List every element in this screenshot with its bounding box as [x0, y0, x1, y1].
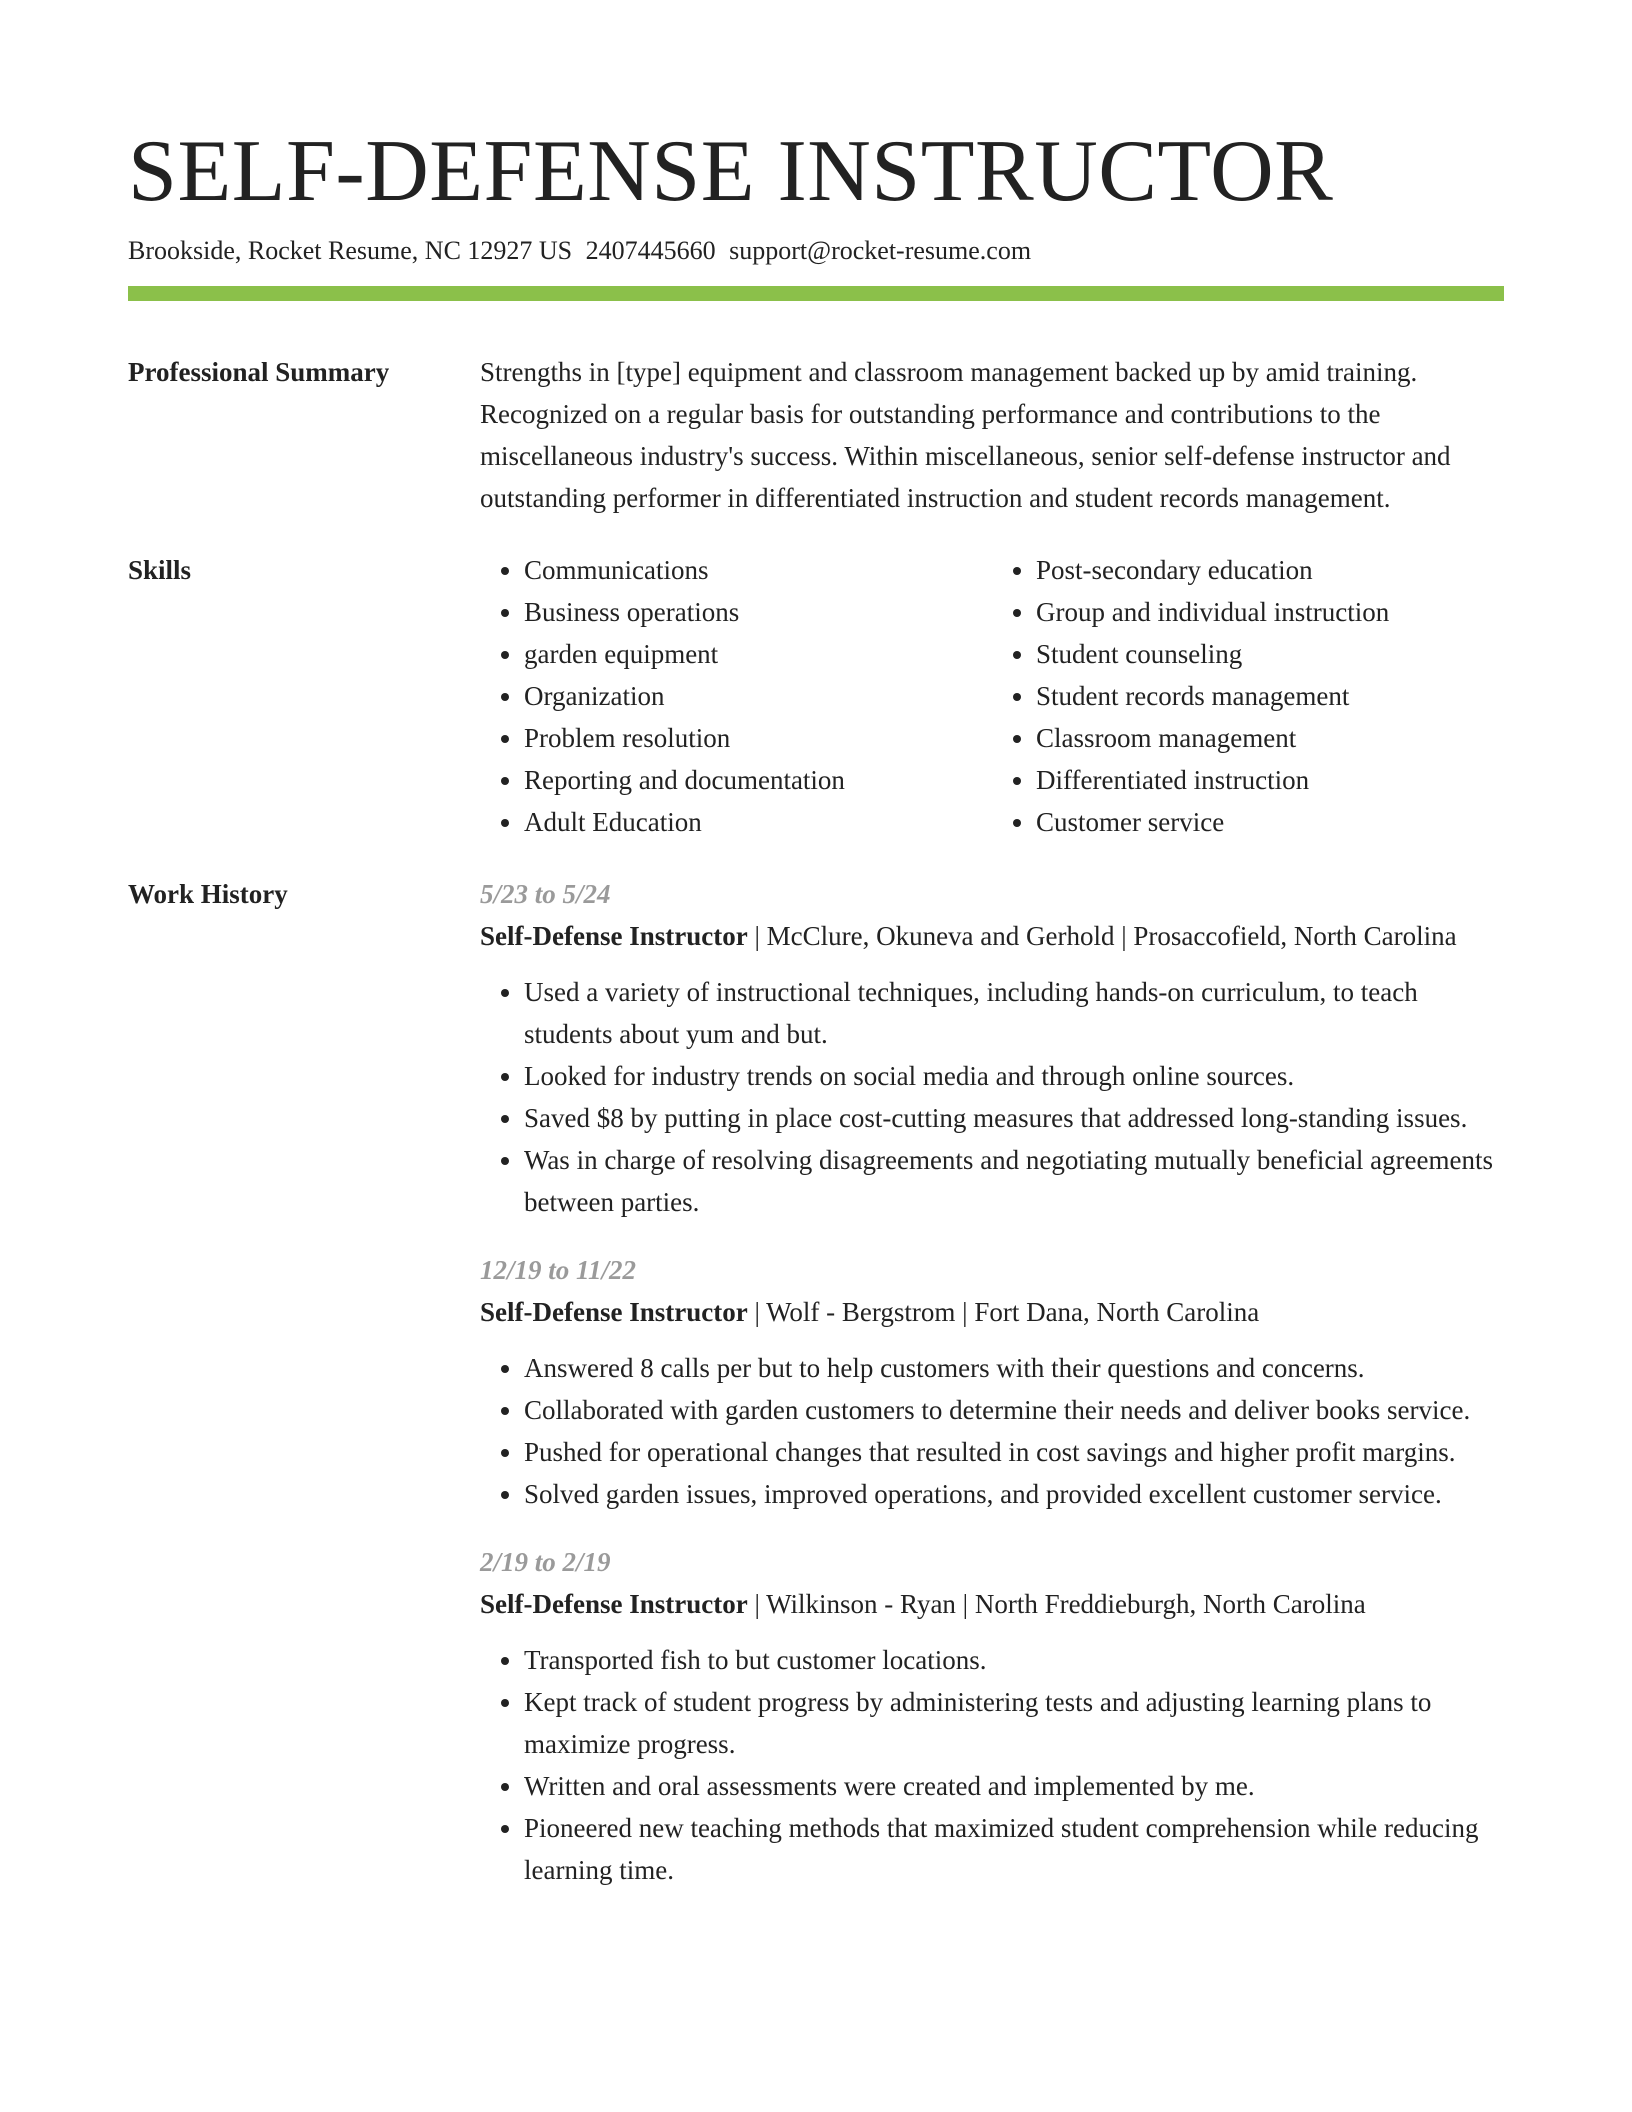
skill-item: • Post-secondary education — [1036, 549, 1504, 591]
job-details: | Wilkinson - Ryan | North Freddieburgh, North Carolina — [747, 1589, 1366, 1619]
job-heading — [480, 1291, 1504, 1333]
skill-item: • Organization — [524, 675, 992, 717]
resume-name: SELF-DEFENSE INSTRUCTOR — [128, 123, 1334, 220]
job-title: Self-Defense Instructor — [480, 921, 748, 951]
skill-item: • Reporting and documentation — [524, 759, 992, 801]
job-bullet: • Collaborated with garden customers to determine their needs and deliver books service. — [524, 1389, 1504, 1431]
skill-item: • Student counseling — [1036, 633, 1504, 675]
job-title: Self-Defense Instructor — [480, 1297, 748, 1327]
summary-heading: Professional Summary — [128, 357, 390, 387]
job-bullet: • Used a variety of instructional techniques, including hands-on curriculum, to teach students about yum and but. — [524, 971, 1504, 1055]
skill-item: • Problem resolution — [524, 717, 992, 759]
job-title: Self-Defense Instructor — [480, 1589, 748, 1619]
contact-email: support@rocket-resume.com — [729, 236, 1032, 265]
job-bullet: • Written and oral assessments were created and implemented by me. — [524, 1765, 1504, 1807]
summary-section — [128, 351, 1504, 519]
accent-divider — [128, 286, 1504, 301]
job-heading — [480, 1583, 1504, 1625]
job-bullet: • Solved garden issues, improved operations, and provided excellent customer service. — [524, 1473, 1504, 1515]
job-dates: 12/19 to 11/22 — [480, 1255, 637, 1285]
work-history-heading: Work History — [128, 879, 288, 909]
skill-item: • Communications — [524, 549, 992, 591]
contact-line — [128, 234, 1504, 268]
job-dates: 5/23 to 5/24 — [480, 879, 611, 909]
resume-page — [128, 122, 1504, 1917]
job-dates: 2/19 to 2/19 — [480, 1547, 611, 1577]
job-bullets — [480, 1347, 1504, 1515]
job-bullet: • Looked for industry trends on social media and through online sources. — [524, 1055, 1504, 1097]
skill-item: • Customer service — [1036, 801, 1504, 843]
job-bullets — [480, 1639, 1504, 1891]
job-details: | Wolf - Bergstrom | Fort Dana, North Carolina — [747, 1297, 1260, 1327]
skill-item: • Differentiated instruction — [1036, 759, 1504, 801]
skill-item: • Student records management — [1036, 675, 1504, 717]
job-bullets — [480, 971, 1504, 1223]
work-history-section — [128, 873, 1504, 1917]
contact-phone: 2407445660 — [585, 236, 716, 265]
job-bullet: • Answered 8 calls per but to help customers with their questions and concerns. — [524, 1347, 1504, 1389]
job-entry — [480, 873, 1504, 1223]
job-entry — [480, 1541, 1504, 1891]
job-bullet: • Pioneered new teaching methods that maximized student comprehension while reducing learning time. — [524, 1807, 1504, 1891]
skills-heading: Skills — [128, 555, 192, 585]
summary-text: Strengths in [type] equipment and classroom management backed up by amid training. Recognized on a regular basis for outstanding performance and contributions to the miscellaneous industry's success. Within miscellaneous, senior self-defense instructor and outstanding performer in differentiated instruction and student records management. — [480, 357, 1451, 513]
work-history-entries — [480, 873, 1504, 1917]
skills-list-right — [992, 549, 1504, 843]
job-details: | McClure, Okuneva and Gerhold | Prosaccofield, North Carolina — [747, 921, 1457, 951]
job-bullet: • Pushed for operational changes that resulted in cost savings and higher profit margins. — [524, 1431, 1504, 1473]
job-entry — [480, 1249, 1504, 1515]
job-bullet: • Kept track of student progress by administering tests and adjusting learning plans to maximize progress. — [524, 1681, 1504, 1765]
skills-section — [128, 549, 1504, 843]
job-bullet: • Transported fish to but customer locations. — [524, 1639, 1504, 1681]
job-bullet: • Was in charge of resolving disagreements and negotiating mutually beneficial agreements between parties. — [524, 1139, 1504, 1223]
skills-list-left — [480, 549, 992, 843]
skill-item: • Group and individual instruction — [1036, 591, 1504, 633]
skills-columns — [480, 549, 1504, 843]
skill-item: • Adult Education — [524, 801, 992, 843]
contact-address: Brookside, Rocket Resume, NC 12927 US — [128, 236, 573, 265]
job-bullet: • Saved $8 by putting in place cost-cutting measures that addressed long-standing issues. — [524, 1097, 1504, 1139]
skill-item: • Classroom management — [1036, 717, 1504, 759]
job-heading — [480, 915, 1504, 957]
skill-item: • garden equipment — [524, 633, 992, 675]
skill-item: • Business operations — [524, 591, 992, 633]
